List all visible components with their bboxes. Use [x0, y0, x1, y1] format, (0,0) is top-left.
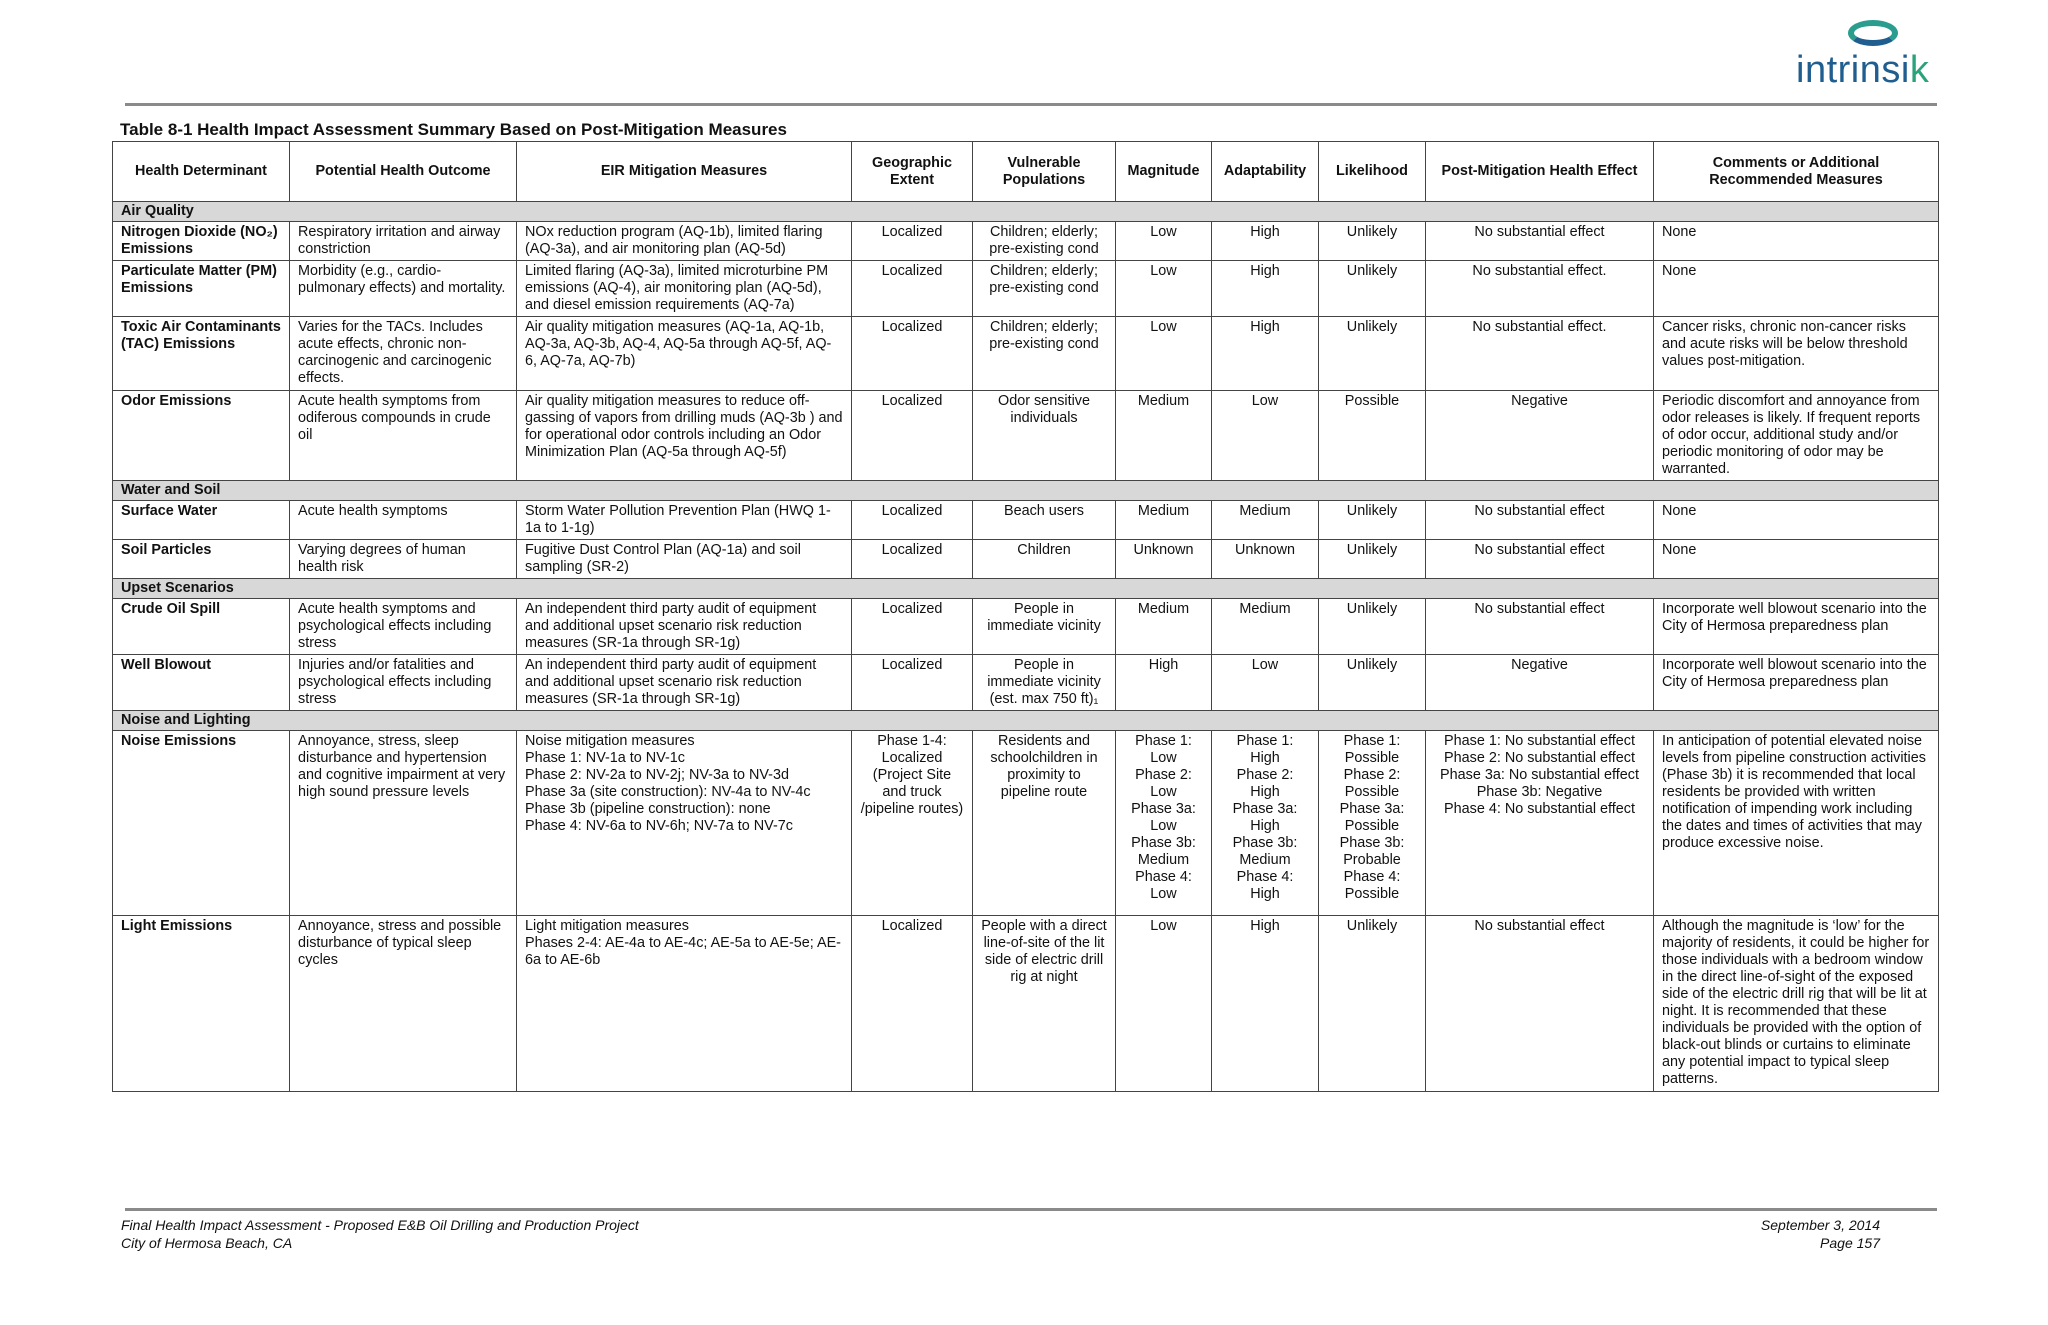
outcome-cell: Acute health symptoms from odiferous compounds in crude oil [290, 391, 517, 481]
adaptability-cell: Phase 1: High Phase 2: High Phase 3a: High Phase 3b: Medium Phase 4: High [1212, 731, 1319, 916]
table-row [113, 731, 1939, 916]
determinant-cell: Well Blowout [113, 655, 290, 711]
population-cell: People with a direct line-of-site of the lit side of electric drill rig at night [973, 916, 1116, 1092]
section-label: Air Quality [113, 202, 1939, 222]
determinant-cell: Odor Emissions [113, 391, 290, 481]
outcome-cell: Injuries and/or fatalities and psychological effects including stress [290, 655, 517, 711]
effect-cell: No substantial effect. [1426, 317, 1654, 391]
col-header-mitigation: EIR Mitigation Measures [517, 142, 852, 202]
outcome-cell: Acute health symptoms and psychological effects including stress [290, 599, 517, 655]
determinant-cell: Particulate Matter (PM) Emissions [113, 261, 290, 317]
table-row [113, 317, 1939, 391]
extent-cell: Localized [852, 391, 973, 481]
extent-cell: Phase 1-4: Localized (Project Site and truck /pipeline routes) [852, 731, 973, 916]
table-row [113, 222, 1939, 261]
mitigation-cell: Storm Water Pollution Prevention Plan (HWQ 1-1a to 1-1g) [517, 501, 852, 540]
extent-cell: Localized [852, 540, 973, 579]
population-cell: Children [973, 540, 1116, 579]
outcome-cell: Respiratory irritation and airway constriction [290, 222, 517, 261]
comments-cell: None [1654, 222, 1939, 261]
population-cell: Residents and schoolchildren in proximity to pipeline route [973, 731, 1116, 916]
section-label: Upset Scenarios [113, 579, 1939, 599]
page-number: Page 157 [1820, 1235, 1880, 1251]
table-row [113, 261, 1939, 317]
adaptability-cell: Medium [1212, 501, 1319, 540]
population-cell: Children; elderly; pre-existing cond [973, 261, 1116, 317]
adaptability-cell: Low [1212, 391, 1319, 481]
col-header-effect: Post-Mitigation Health Effect [1426, 142, 1654, 202]
mitigation-cell: Air quality mitigation measures (AQ-1a, AQ-1b, AQ-3a, AQ-3b, AQ-4, AQ-5a through AQ-5f, AQ-6, AQ-7a, AQ-7b) [517, 317, 852, 391]
magnitude-cell: Phase 1: Low Phase 2: Low Phase 3a: Low Phase 3b: Medium Phase 4: Low [1116, 731, 1212, 916]
mitigation-cell: Limited flaring (AQ-3a), limited microturbine PM emissions (AQ-4), air monitoring plan (AQ-5d), and diesel emission requirements (AQ-7a) [517, 261, 852, 317]
table-row [113, 540, 1939, 579]
col-header-determinant: Health Determinant [113, 142, 290, 202]
footer-date: September 3, 2014 [1760, 1217, 1880, 1233]
comments-cell: Cancer risks, chronic non-cancer risks and acute risks will be below threshold values post-mitigation. [1654, 317, 1939, 391]
likelihood-cell: Possible [1319, 391, 1426, 481]
section-label: Noise and Lighting [113, 711, 1939, 731]
table-row [113, 599, 1939, 655]
mitigation-cell: Air quality mitigation measures to reduce off-gassing of vapors from drilling muds (AQ-3b ) and for operational odor controls including an Odor Minimization Plan (AQ-5a through AQ-5f) [517, 391, 852, 481]
effect-cell: Phase 1: No substantial effect Phase 2: No substantial effect Phase 3a: No substantial effect Phase 3b: Negative Phase 4: No substantial effect [1426, 731, 1654, 916]
magnitude-cell: Low [1116, 317, 1212, 391]
effect-cell: No substantial effect [1426, 916, 1654, 1092]
population-cell: Odor sensitive individuals [973, 391, 1116, 481]
health-impact-table [112, 141, 1939, 1092]
col-header-extent: Geographic Extent [852, 142, 973, 202]
population-cell: People in immediate vicinity [973, 599, 1116, 655]
mitigation-cell: Fugitive Dust Control Plan (AQ-1a) and soil sampling (SR-2) [517, 540, 852, 579]
outcome-cell: Acute health symptoms [290, 501, 517, 540]
extent-cell: Localized [852, 655, 973, 711]
extent-cell: Localized [852, 916, 973, 1092]
comments-cell: Incorporate well blowout scenario into the City of Hermosa preparedness plan [1654, 599, 1939, 655]
likelihood-cell: Unlikely [1319, 540, 1426, 579]
section-row-upset [113, 579, 1939, 599]
likelihood-cell: Unlikely [1319, 501, 1426, 540]
outcome-cell: Varying degrees of human health risk [290, 540, 517, 579]
footer-rule [125, 1208, 1937, 1211]
section-label: Water and Soil [113, 481, 1939, 501]
mitigation-cell: NOx reduction program (AQ-1b), limited flaring (AQ-3a), and air monitoring plan (AQ-5d) [517, 222, 852, 261]
magnitude-cell: Low [1116, 916, 1212, 1092]
table-row [113, 916, 1939, 1092]
likelihood-cell: Unlikely [1319, 916, 1426, 1092]
mitigation-cell: Noise mitigation measures Phase 1: NV-1a to NV-1c Phase 2: NV-2a to NV-2j; NV-3a to NV-3d Phase 3a (site construction): NV-4a to NV-4c Phase 3b (pipeline construction): none Phase 4: NV-6a to NV-6h; NV-7a to NV-7c [517, 731, 852, 916]
magnitude-cell: Medium [1116, 391, 1212, 481]
comments-cell: Although the magnitude is ‘low’ for the majority of residents, it could be higher for those individuals with a bedroom window in the direct line-of-sight of the exposed side of the electric drill rig that will be lit at night. It is recommended that these individuals be provided with the option of black-out blinds or curtains to eliminate any potential impact to typical sleep patterns. [1654, 916, 1939, 1092]
extent-cell: Localized [852, 317, 973, 391]
determinant-cell: Toxic Air Contaminants (TAC) Emissions [113, 317, 290, 391]
logo-ring-icon [1848, 20, 1898, 46]
extent-cell: Localized [852, 501, 973, 540]
likelihood-cell: Phase 1: Possible Phase 2: Possible Phase 3a: Possible Phase 3b: Probable Phase 4: Possible [1319, 731, 1426, 916]
extent-cell: Localized [852, 222, 973, 261]
magnitude-cell: High [1116, 655, 1212, 711]
section-row-water-soil [113, 481, 1939, 501]
determinant-cell: Soil Particles [113, 540, 290, 579]
outcome-cell: Varies for the TACs. Includes acute effects, chronic non-carcinogenic and carcinogenic effects. [290, 317, 517, 391]
adaptability-cell: Unknown [1212, 540, 1319, 579]
footer-right [1761, 1216, 1880, 1252]
magnitude-cell: Unknown [1116, 540, 1212, 579]
comments-cell: Incorporate well blowout scenario into the City of Hermosa preparedness plan [1654, 655, 1939, 711]
magnitude-cell: Medium [1116, 599, 1212, 655]
population-cell: People in immediate vicinity (est. max 750 ft)₁ [973, 655, 1116, 711]
table-row [113, 655, 1939, 711]
logo-wordmark: intrinsik [1796, 49, 1930, 91]
col-header-magnitude: Magnitude [1116, 142, 1212, 202]
population-cell: Beach users [973, 501, 1116, 540]
col-header-outcome: Potential Health Outcome [290, 142, 517, 202]
likelihood-cell: Unlikely [1319, 599, 1426, 655]
determinant-cell: Surface Water [113, 501, 290, 540]
comments-cell: None [1654, 540, 1939, 579]
determinant-cell: Nitrogen Dioxide (NO₂) Emissions [113, 222, 290, 261]
mitigation-cell: An independent third party audit of equipment and additional upset scenario risk reduction measures (SR-1a through SR-1g) [517, 655, 852, 711]
outcome-cell: Morbidity (e.g., cardio-pulmonary effects) and mortality. [290, 261, 517, 317]
footer-left [121, 1216, 639, 1252]
section-row-air-quality [113, 202, 1939, 222]
extent-cell: Localized [852, 599, 973, 655]
table-title: Table 8-1 Health Impact Assessment Summary Based on Post-Mitigation Measures [120, 120, 787, 139]
adaptability-cell: High [1212, 222, 1319, 261]
effect-cell: No substantial effect [1426, 222, 1654, 261]
determinant-cell: Crude Oil Spill [113, 599, 290, 655]
adaptability-cell: High [1212, 261, 1319, 317]
mitigation-cell: Light mitigation measures Phases 2-4: AE-4a to AE-4c; AE-5a to AE-5e; AE-6a to AE-6b [517, 916, 852, 1092]
table-row [113, 501, 1939, 540]
effect-cell: No substantial effect [1426, 540, 1654, 579]
footer-location: City of Hermosa Beach, CA [121, 1235, 293, 1251]
magnitude-cell: Low [1116, 261, 1212, 317]
intrinsik-logo [1796, 20, 1956, 92]
likelihood-cell: Unlikely [1319, 261, 1426, 317]
population-cell: Children; elderly; pre-existing cond [973, 222, 1116, 261]
header-rule [125, 103, 1937, 106]
magnitude-cell: Low [1116, 222, 1212, 261]
section-row-noise-lighting [113, 711, 1939, 731]
comments-cell: Periodic discomfort and annoyance from odor releases is likely. If frequent reports of odor occur, additional study and/or periodic monitoring of odor may be warranted. [1654, 391, 1939, 481]
likelihood-cell: Unlikely [1319, 222, 1426, 261]
mitigation-cell: An independent third party audit of equipment and additional upset scenario risk reduction measures (SR-1a through SR-1g) [517, 599, 852, 655]
adaptability-cell: Low [1212, 655, 1319, 711]
comments-cell: None [1654, 261, 1939, 317]
population-cell: Children; elderly; pre-existing cond [973, 317, 1116, 391]
likelihood-cell: Unlikely [1319, 317, 1426, 391]
effect-cell: No substantial effect [1426, 501, 1654, 540]
footer-project-title: Final Health Impact Assessment - Proposed E&B Oil Drilling and Production Project [121, 1217, 639, 1233]
col-header-adaptability: Adaptability [1212, 142, 1319, 202]
effect-cell: No substantial effect. [1426, 261, 1654, 317]
adaptability-cell: High [1212, 317, 1319, 391]
effect-cell: Negative [1426, 391, 1654, 481]
col-header-comments: Comments or Additional Recommended Measures [1654, 142, 1939, 202]
magnitude-cell: Medium [1116, 501, 1212, 540]
comments-cell: In anticipation of potential elevated noise levels from pipeline construction activities (Phase 3b) it is recommended that local residents be provided with written notification of impending work including the dates and times of activities that may produce excessive noise. [1654, 731, 1939, 916]
comments-cell: None [1654, 501, 1939, 540]
effect-cell: Negative [1426, 655, 1654, 711]
effect-cell: No substantial effect [1426, 599, 1654, 655]
likelihood-cell: Unlikely [1319, 655, 1426, 711]
adaptability-cell: High [1212, 916, 1319, 1092]
determinant-cell: Noise Emissions [113, 731, 290, 916]
col-header-likelihood: Likelihood [1319, 142, 1426, 202]
adaptability-cell: Medium [1212, 599, 1319, 655]
extent-cell: Localized [852, 261, 973, 317]
determinant-cell: Light Emissions [113, 916, 290, 1092]
col-header-populations: Vulnerable Populations [973, 142, 1116, 202]
table-row [113, 391, 1939, 481]
outcome-cell: Annoyance, stress and possible disturbance of typical sleep cycles [290, 916, 517, 1092]
outcome-cell: Annoyance, stress, sleep disturbance and hypertension and cognitive impairment at very high sound pressure levels [290, 731, 517, 916]
header-row [113, 142, 1939, 202]
